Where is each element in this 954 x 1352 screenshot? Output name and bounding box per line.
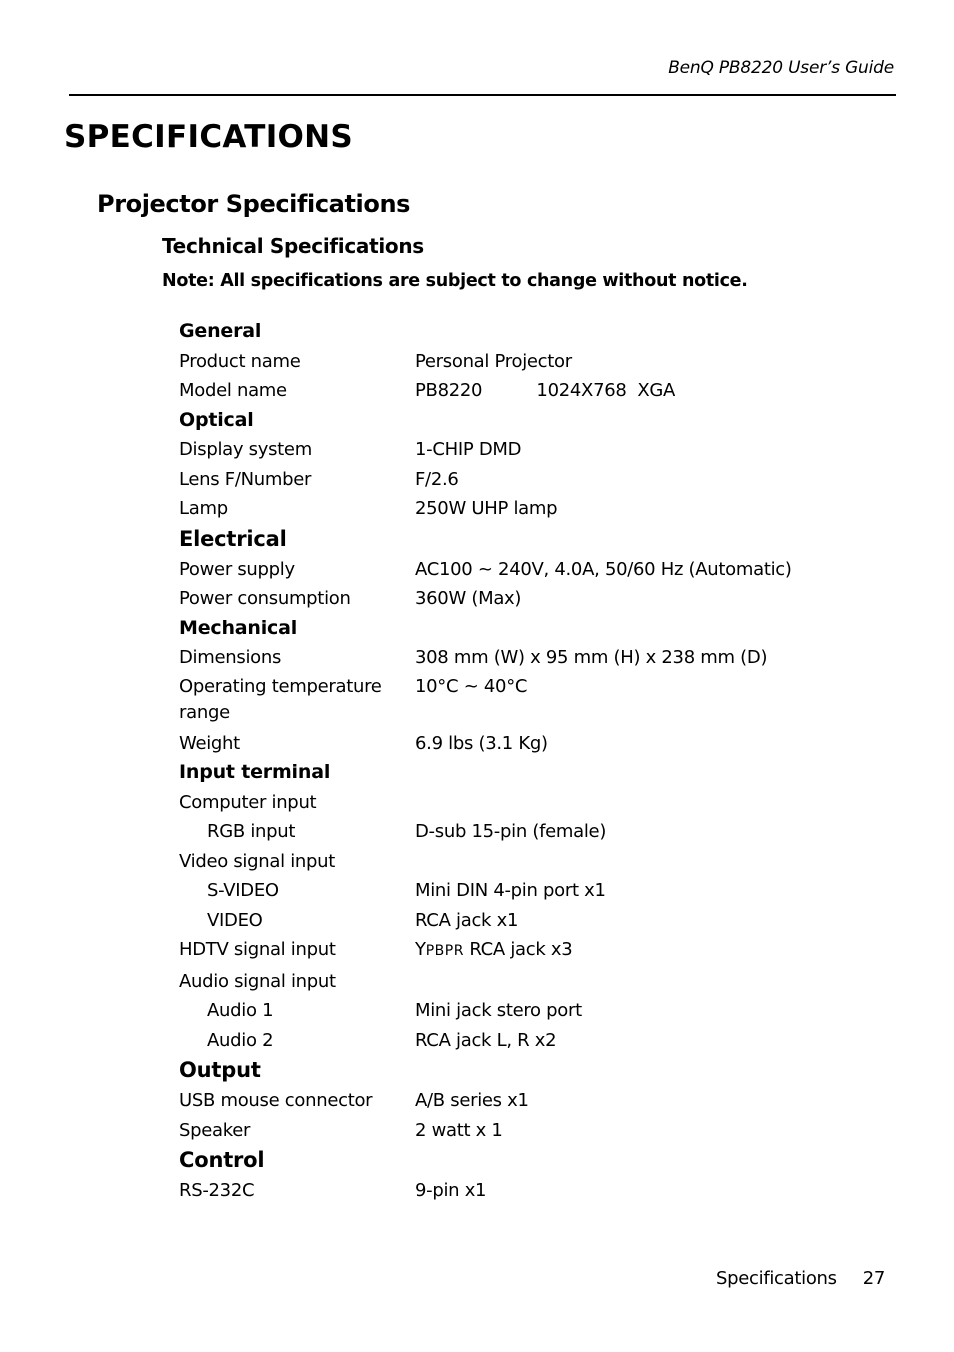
spec-row	[179, 494, 879, 524]
spec-value: 10°C ~ 40°C	[415, 675, 528, 697]
spec-label-line: range	[179, 701, 230, 723]
spec-row	[179, 673, 879, 729]
spec-row	[179, 847, 879, 877]
spec-value: Personal Projector	[415, 350, 572, 372]
spec-row	[179, 817, 879, 847]
spec-value	[415, 847, 879, 877]
section-title: Projector Specifications	[97, 190, 411, 218]
spec-row	[179, 1176, 879, 1206]
spec-value	[415, 935, 879, 967]
spec-label: HDTV signal input	[179, 939, 336, 960]
note: Note: All specifications are subject to change without notice.	[162, 271, 748, 291]
spec-row	[179, 729, 879, 759]
spec-value: 6.9 lbs (3.1 Kg)	[415, 732, 548, 754]
hdtv-y: Y	[415, 939, 426, 960]
spec-label: Display system	[179, 439, 312, 460]
spec-value: RCA jack L, R x2	[415, 1029, 557, 1051]
spec-label: RS-232C	[179, 1180, 255, 1201]
spec-label: Audio 1	[207, 1000, 274, 1021]
spec-value: Mini DIN 4-pin port x1	[415, 880, 606, 901]
spec-row	[179, 584, 879, 614]
spec-table	[179, 317, 879, 1206]
spec-label: Speaker	[179, 1119, 251, 1141]
spec-label: USB mouse connector	[179, 1090, 373, 1111]
spec-row	[179, 555, 879, 585]
hdtv-suffix: RCA jack x3	[463, 939, 573, 960]
spec-label: Product name	[179, 350, 301, 372]
spec-label: Dimensions	[179, 647, 282, 668]
spec-value	[415, 967, 879, 997]
category-general: General	[179, 320, 262, 342]
spec-label: S-VIDEO	[207, 880, 279, 901]
spec-value: AC100 ~ 240V, 4.0A, 50/60 Hz (Automatic)	[415, 558, 792, 580]
spec-row	[179, 435, 879, 465]
spec-row	[179, 465, 879, 495]
spec-value: D-sub 15-pin (female)	[415, 821, 607, 842]
spec-row	[179, 906, 879, 936]
spec-row	[179, 643, 879, 673]
category-output: Output	[179, 1058, 261, 1082]
category-optical: Optical	[179, 408, 254, 431]
spec-row	[179, 935, 879, 967]
spec-label: Computer input	[179, 791, 317, 813]
hdtv-pr: PR	[444, 943, 464, 959]
spec-label	[179, 673, 415, 729]
page-number: 27	[862, 1268, 886, 1289]
spec-value	[415, 788, 879, 818]
spec-row	[179, 967, 879, 997]
spec-label: Lens F/Number	[179, 468, 312, 490]
spec-row	[179, 1116, 879, 1146]
spec-value: 1-CHIP DMD	[415, 439, 522, 460]
spec-value: 308 mm (W) x 95 mm (H) x 238 mm (D)	[415, 647, 768, 668]
spec-value: 360W (Max)	[415, 588, 522, 609]
running-header: BenQ PB8220 User’s Guide	[668, 58, 894, 78]
spec-row	[179, 1086, 879, 1116]
spec-label: RGB input	[207, 821, 296, 842]
subsection-title: Technical Specifications	[162, 234, 424, 258]
spec-value: F/2.6	[415, 468, 459, 490]
header-rule	[69, 94, 896, 96]
spec-label: Model name	[179, 380, 287, 401]
spec-label: Video signal input	[179, 850, 336, 872]
spec-row	[179, 1026, 879, 1056]
chapter-title: SPECIFICATIONS	[64, 119, 354, 155]
spec-row	[179, 876, 879, 906]
spec-label: Weight	[179, 732, 240, 754]
category-input-terminal: Input terminal	[179, 761, 331, 783]
spec-value: PB8220 1024X768 XGA	[415, 380, 676, 401]
footer-section: Specifications	[716, 1268, 837, 1289]
spec-row	[179, 996, 879, 1026]
spec-value: 2 watt x 1	[415, 1119, 503, 1141]
category-control: Control	[179, 1148, 265, 1172]
spec-label: Lamp	[179, 498, 228, 519]
category-electrical: Electrical	[179, 526, 287, 551]
spec-row	[179, 347, 879, 377]
spec-label: VIDEO	[207, 909, 263, 931]
page-footer	[716, 1268, 885, 1289]
spec-value: A/B series x1	[415, 1090, 529, 1111]
spec-label: Audio signal input	[179, 970, 336, 992]
spec-value: Mini jack stero port	[415, 1000, 582, 1021]
spec-label: Power supply	[179, 558, 295, 580]
spec-value: 9-pin x1	[415, 1180, 487, 1201]
spec-label-line: Operating temperature	[179, 675, 382, 697]
spec-label: Audio 2	[207, 1029, 274, 1051]
spec-value: 250W UHP lamp	[415, 498, 558, 519]
spec-row	[179, 376, 879, 406]
spec-value: RCA jack x1	[415, 909, 519, 931]
spec-label: Power consumption	[179, 588, 351, 609]
spec-row	[179, 788, 879, 818]
hdtv-pb: PB	[425, 943, 445, 959]
category-mechanical: Mechanical	[179, 616, 298, 639]
